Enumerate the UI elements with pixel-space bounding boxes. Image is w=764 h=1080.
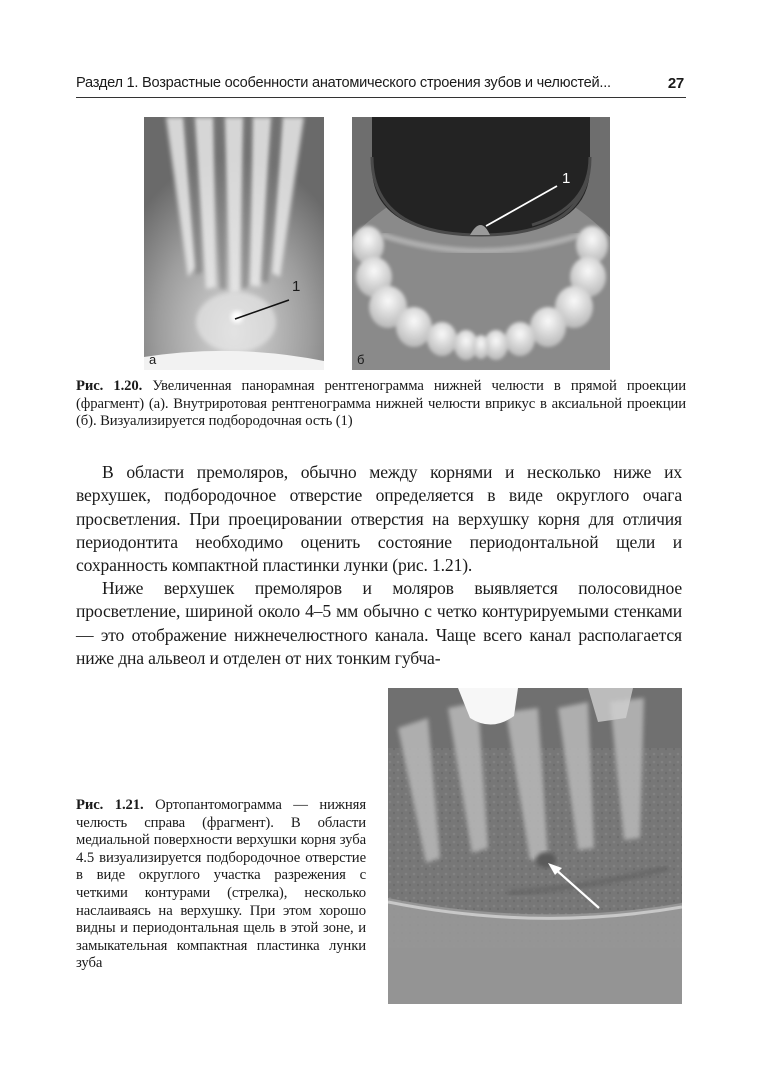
figure-1-20-caption-text: Увеличенная панорамная рентгенограмма нижней челюсти в прямой проекции (фрагмент) (а). Внутриротовая рентгенограмма нижней челюсти вприкус в аксиальной проекции (б). Визуализируется подбородочная ость (1) [76,378,686,430]
panel-a-letter: а [149,352,157,367]
figure-1-20-a-xray [144,117,324,370]
figure-1-21-label: Рис. 1.21. [76,797,144,813]
body-paragraph-2: Ниже верхушек премоляров и моляров выявляется полосовидное просветление, шириной около 4–5 мм обычно с четко контурируемыми стенками — это отображение нижнечелюстного канала. Чаще всего канал располагается ниже дна альвеол и отделен от них тонким губча- [76,578,682,668]
running-header [76,73,686,95]
body-paragraph-1: В области премоляров, обычно между корнями и несколько ниже их верхушек, подбородочное отверстие определяется в виде округлого очага просветления. При проецировании отверстия на верхушку корня для отличия периодонтита необходимо оценить состояние периодонтальной щели и сохранность компактной пластинки лунки (рис. 1.21). [76,462,682,576]
figure-1-21-caption [76,797,366,973]
figure-1-20-caption [76,378,686,431]
header-rule [76,97,686,98]
panel-b-letter: б [357,352,365,367]
figure-1-20-b-xray [352,117,610,370]
figure-1-20-label: Рис. 1.20. [76,378,143,394]
panel-a-marker: 1 [292,278,301,295]
figure-1-21-caption-text: Ортопантомограмма — нижняя челюсть справа (фрагмент). В области медиальной поверхности верхушки корня зуба 4.5 визуализируется подбородочное отверстие в виде округлого участка разрежения с четкими контурами (стрелка), несколько наслаиваясь на верхушку. При этом хорошо видны и периодонтальная щель в этой зоне, и замыкательная компактная пластинка лунки зуба [76,797,366,972]
figure-1-21-xray [388,688,682,1004]
panel-b-marker: 1 [562,170,571,187]
section-title: Раздел 1. Возрастные особенности анатомического строения зубов и челюстей... [76,75,611,91]
page-number: 27 [667,75,684,92]
